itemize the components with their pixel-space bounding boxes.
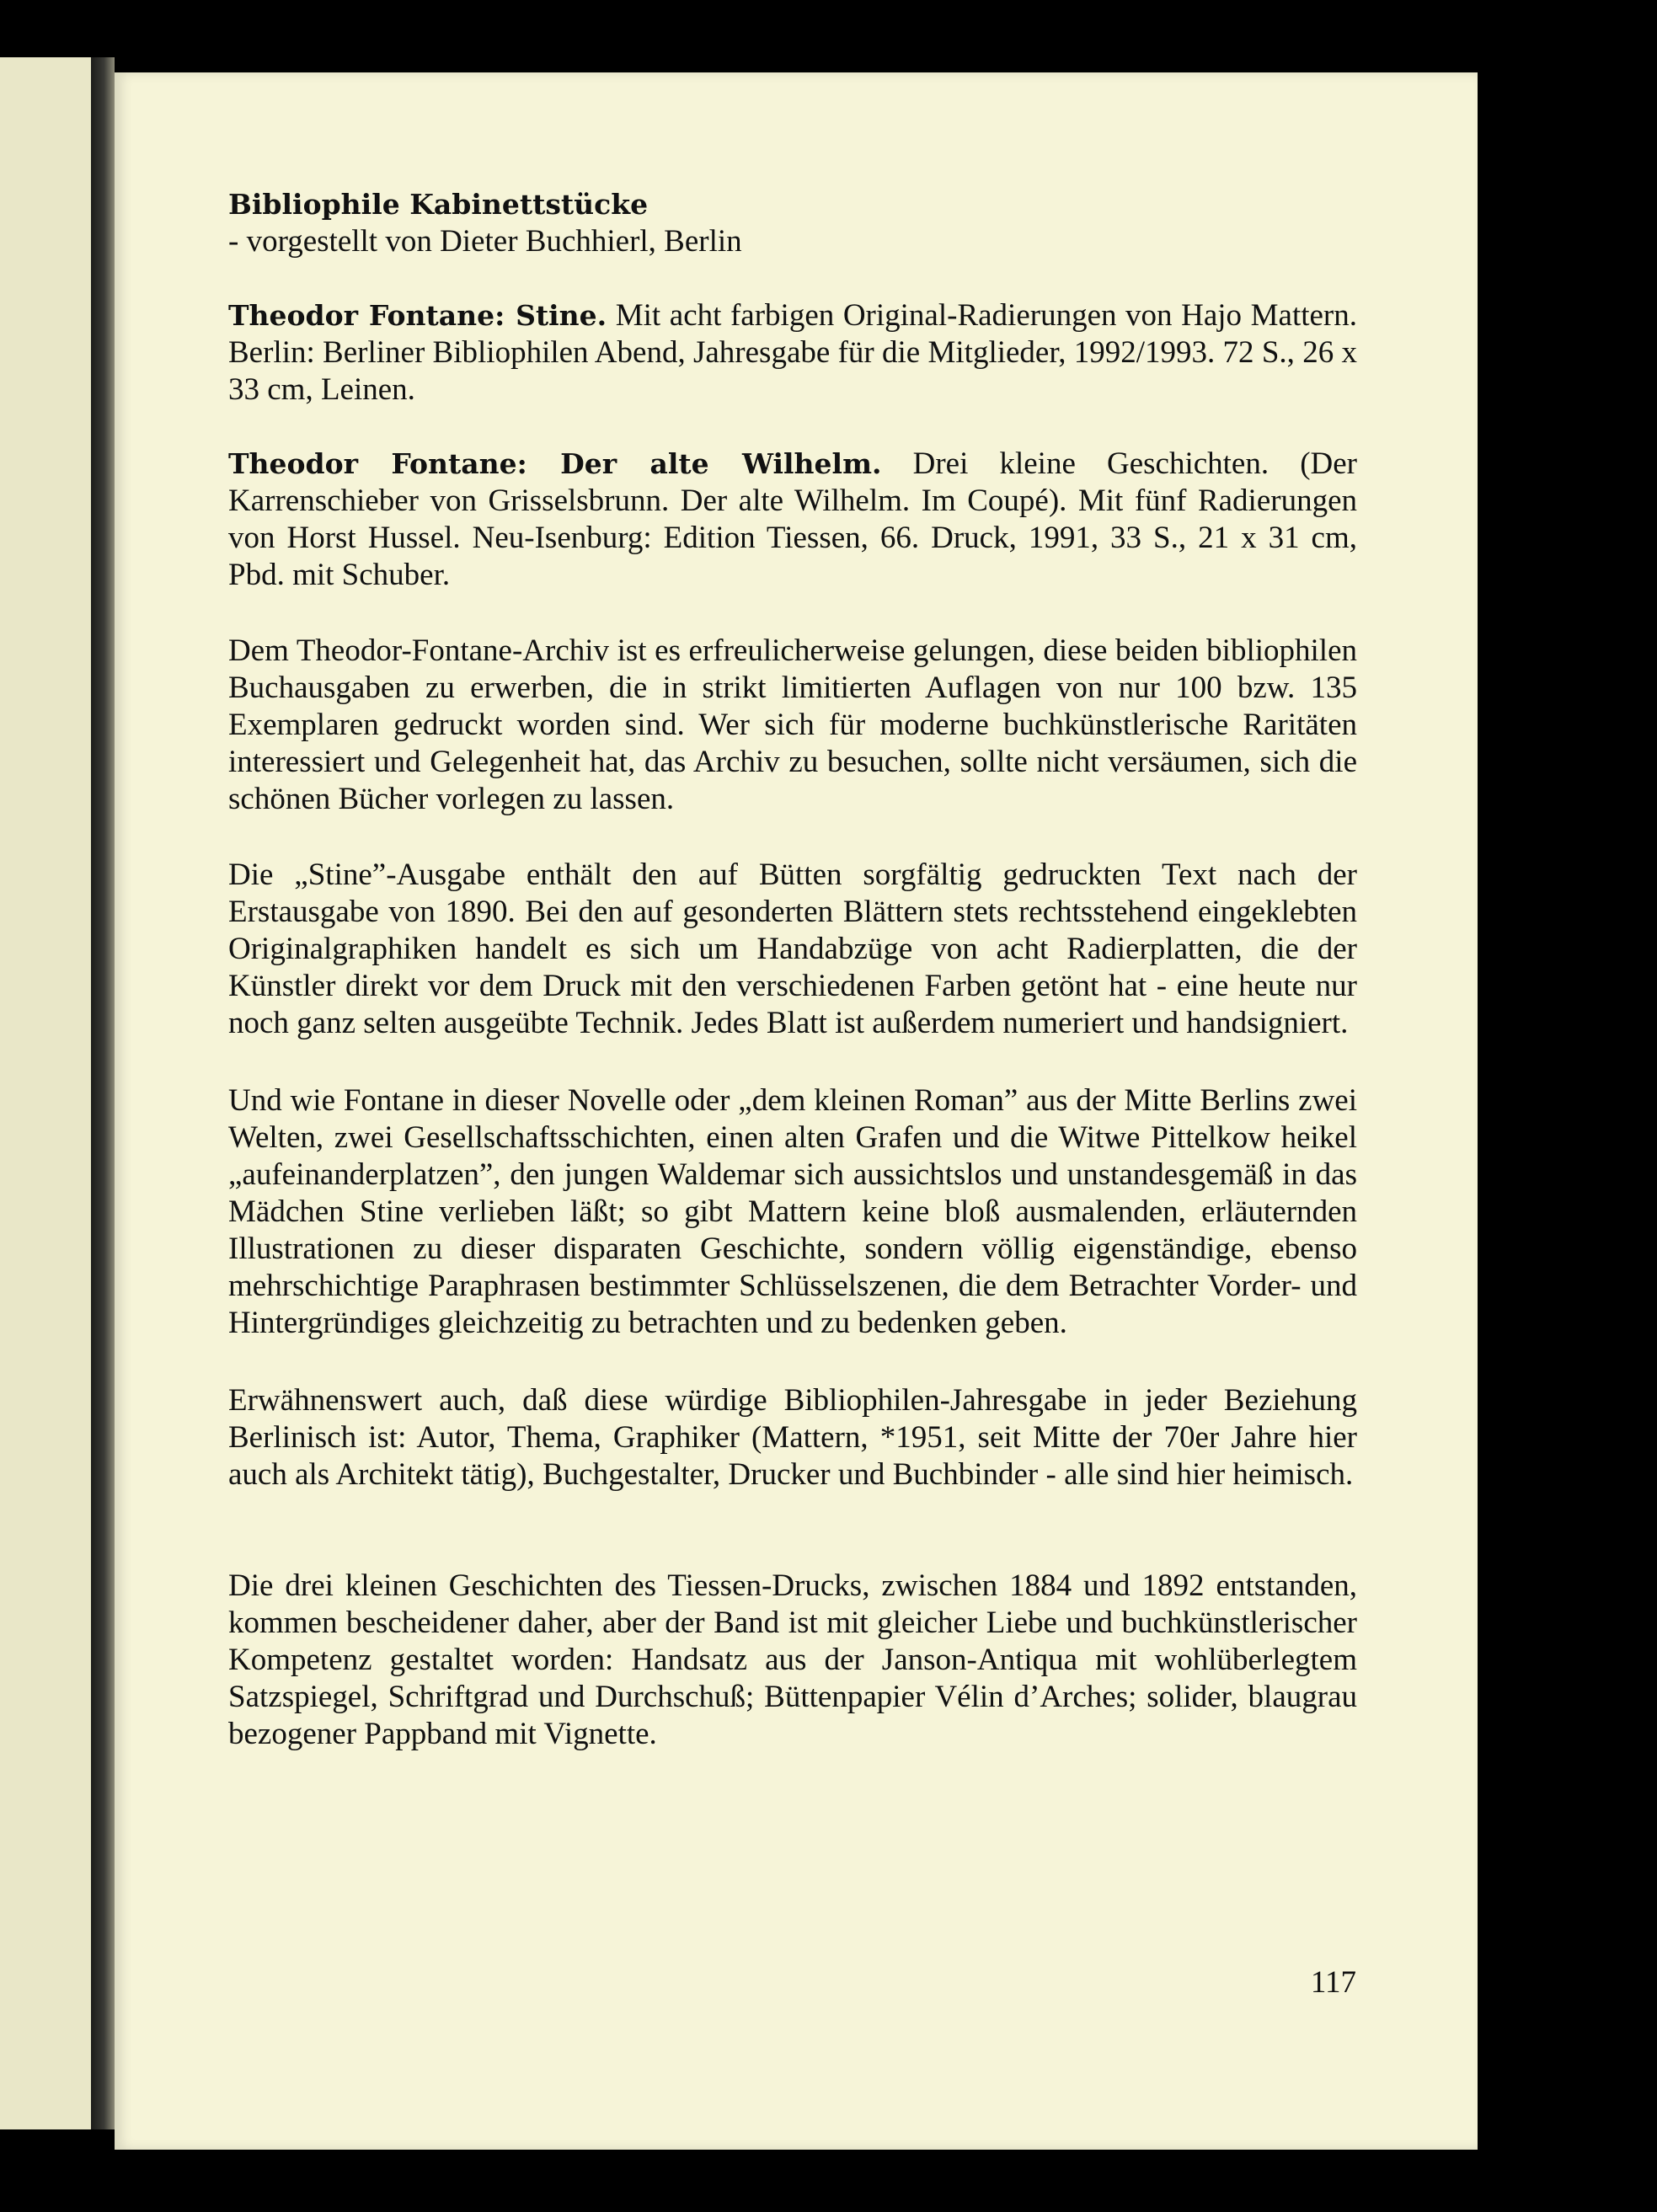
page-number: 117	[1310, 1965, 1356, 2000]
paragraph-tiessen: Die drei kleinen Geschichten des Tiessen-Drucks, zwischen 1884 und 1892 entstanden, kommen bescheidener daher, aber der Band ist mit gleicher Liebe und buchkünstlerischer Kompetenz gestaltet worden: Handsatz aus der Janson-Antiqua mit wohlüberlegtem Satzspiegel, Schriftgrad und Durchschuß; Büttenpapier Vélin d’Arches; solider, blaugrau bezogener Pappband mit Vignette.	[228, 1568, 1357, 1751]
entry-der-alte-wilhelm-details: Drei kleine Geschichten. (Der Karrenschieber von Grisselsbrunn. Der alte Wilhelm. Im Coupé). Mit fünf Radierungen von Horst Hussel. Neu-Isenburg: Edition Tiessen, 66. Druck, 1991, 33 S., 21 x 31 cm, Pbd. mit Schuber.	[228, 446, 1357, 592]
paragraph-archive: Dem Theodor-Fontane-Archiv ist es erfreulicherweise gelungen, diese beiden bibliophilen Buchausgaben zu erwerben, die in strikt limitierten Auflagen von nur 100 bzw. 135 Exemplaren gedruckt worden sind. Wer sich für moderne buchkünstlerische Raritäten interessiert und Gelegenheit hat, das Archiv zu besuchen, sollte nicht versäumen, sich die schönen Bücher vorlegen zu lassen.	[228, 633, 1357, 816]
book-gutter	[91, 57, 115, 2129]
page-text	[228, 186, 1357, 1753]
article-byline: - vorgestellt von Dieter Buchhierl, Berlin	[228, 224, 742, 259]
paragraph-berlinisch: Erwähnenswert auch, daß diese würdige Bibliophilen-Jahresgabe in jeder Beziehung Berlinisch ist: Autor, Thema, Graphiker (Mattern, *1951, seit Mitte der 70er Jahre hier auch als Architekt tätig), Buchgestalter, Drucker und Buchbinder - alle sind hier heimisch.	[228, 1383, 1357, 1492]
entry-stine	[228, 297, 1357, 409]
entry-der-alte-wilhelm	[228, 446, 1357, 594]
article-heading: Bibliophile Kabinettstücke	[228, 188, 649, 221]
entry-der-alte-wilhelm-title: Theodor Fontane: Der alte Wilhelm.	[228, 447, 882, 480]
book-page	[115, 72, 1478, 2150]
entry-stine-title: Theodor Fontane: Stine.	[228, 299, 607, 332]
facing-page-edge	[0, 57, 91, 2129]
entry-stine-details: Mit acht farbigen Original-Radierungen von Hajo Mattern. Berlin: Berliner Bibliophilen Abend, Jahresgabe für die Mitglieder, 1992/1993. 72 S., 26 x 33 cm, Leinen.	[228, 298, 1358, 407]
paragraph-mattern: Und wie Fontane in dieser Novelle oder „dem kleinen Roman” aus der Mitte Berlins zwei Welten, zwei Gesellschaftsschichten, einen alten Grafen und die Witwe Pittelkow heikel „aufeinanderplatzen”, den jungen Waldemar sich aussichtslos und unstandesgemäß in das Mädchen Stine verlieben läßt; so gibt Mattern keine bloß ausmalenden, erläuternden Illustrationen zu dieser disparaten Geschichte, sondern völlig eigenständige, ebenso mehrschichtige Paraphrasen bestimmter Schlüsselszenen, die dem Betrachter Vorder- und Hintergründiges gleichzeitig zu betrachten und zu bedenken geben.	[228, 1083, 1357, 1340]
paragraph-stine-edition: Die „Stine”-Ausgabe enthält den auf Bütten sorgfältig gedruckten Text nach der Erstausgabe von 1890. Bei den auf gesonderten Blättern stets rechtsstehend eingeklebten Originalgraphiken handelt es sich um Handabzüge von acht Radierplatten, die der Künstler direkt vor dem Druck mit den verschiedenen Farben getönt hat - eine heute nur noch ganz selten ausgeübte Technik. Jedes Blatt ist außerdem numeriert und handsigniert.	[228, 858, 1357, 1040]
